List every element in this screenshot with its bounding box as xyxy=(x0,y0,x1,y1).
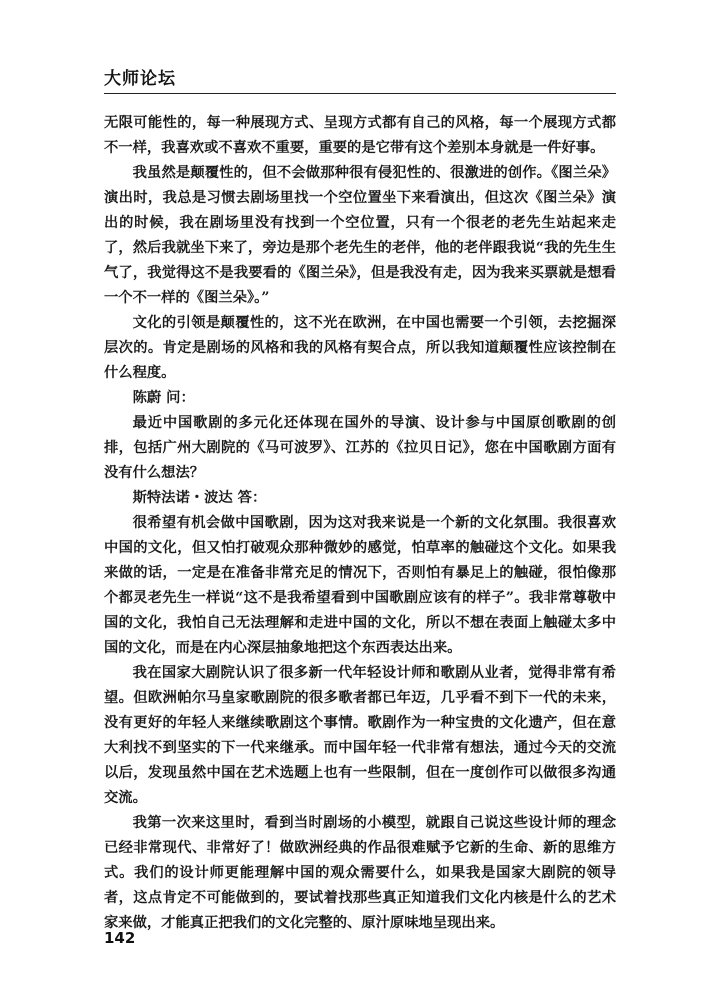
answer-speaker-label: 斯特法诺・波达 答： xyxy=(132,490,267,506)
paragraph-3: 文化的引领是颠覆性的，这不光在欧洲，在中国也需要一个引领，去挖掘深层次的。肯定是剧场的风格和我的风格有契合点，所以我知道颠覆性应该控制在什么程度。 xyxy=(104,315,616,381)
page-number: 142 xyxy=(104,929,136,947)
body-text xyxy=(104,111,616,936)
paragraph-2: 我虽然是颠覆性的，但不会做那种很有侵犯性的、很激进的创作。《图兰朵》演出时，我总是习惯去剧场里找一个空位置坐下来看演出，但这次《图兰朵》演出的时候，我在剧场里没有找到一个空位置，只有一个很老的老先生站起来走了，然后我就坐下来了，旁边是那个老先生的老伴，他的老伴跟我说“我的先生生气了，我觉得这不是我要看的《图兰朵》，但是我没有走，因为我来买票就是想看一个不一样的《图兰朵》。” xyxy=(104,165,616,306)
paragraph-question: 最近中国歌剧的多元化还体现在国外的导演、设计参与中国原创歌剧的创排，包括广州大剧院的《马可波罗》、江苏的《拉贝日记》，您在中国歌剧方面有没有什么想法？ xyxy=(104,415,616,481)
paragraph-1: 无限可能性的，每一种展现方式、呈现方式都有自己的风格，每一个展现方式都不一样，我喜欢或不喜欢不重要，重要的是它带有这个差别本身就是一件好事。 xyxy=(104,115,616,156)
paragraph-answer-2: 我在国家大剧院认识了很多新一代年轻设计师和歌剧从业者，觉得非常有希望。但欧洲帕尔马皇家歌剧院的很多歌者都已年迈，几乎看不到下一代的未来，没有更好的年轻人来继续歌剧这个事情。歌剧作为一种宝贵的文化遗产，但在意大利找不到坚实的下一代来继承。而中国年轻一代非常有想法，通过今天的交流以后，发现虽然中国在艺术选题上也有一些限制，但在一度创作可以做很多沟通交流。 xyxy=(104,665,616,806)
paragraph-answer-3: 我第一次来这里时，看到当时剧场的小模型，就跟自己说这些设计师的理念已经非常现代、非常好了！做欧洲经典的作品很难赋予它新的生命、新的思维方式。我们的设计师更能理解中国的观众需要什么，如果我是国家大剧院的领导者，这点肯定不可能做到的，要试着找那些真正知道我们文化内核是什么的艺术家来做，才能真正把我们的文化完整的、原汁原味地呈现出来。 xyxy=(104,815,616,931)
paragraph-answer-1: 很希望有机会做中国歌剧，因为这对我来说是一个新的文化氛围。我很喜欢中国的文化，但又怕打破观众那种微妙的感觉，怕草率的触碰这个文化。如果我来做的话，一定是在准备非常充足的情况下，否则怕有暴足上的触碰，很怕像那个都灵老先生一样说“这不是我希望看到中国歌剧应该有的样子”。我非常尊敬中国的文化，我怕自己无法理解和走进中国的文化，所以不想在表面上触碰太多中国的文化，而是在内心深层抽象地把这个东西表达出来。 xyxy=(104,515,616,656)
question-speaker-label: 陈蔚 问： xyxy=(132,390,195,406)
header-rule xyxy=(104,93,616,94)
running-header-title: 大师论坛 xyxy=(104,69,176,89)
